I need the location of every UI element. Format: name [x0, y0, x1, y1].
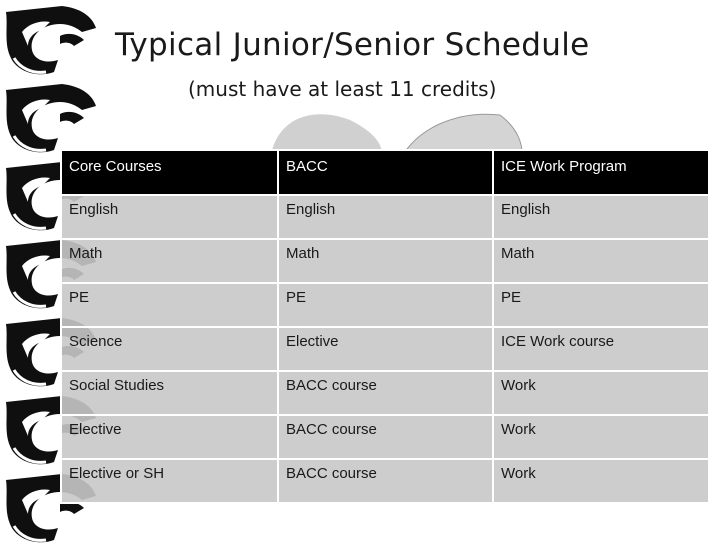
table-row	[61, 459, 709, 503]
table-cell: ICE Work course	[493, 327, 709, 371]
header-core-courses: Core Courses	[61, 150, 278, 195]
table-cell: Work	[493, 415, 709, 459]
table-row	[61, 371, 709, 415]
table-cell: Elective	[61, 415, 278, 459]
table-cell: PE	[493, 283, 709, 327]
table-row	[61, 195, 709, 239]
table-cell: BACC course	[278, 415, 493, 459]
table-cell: Elective or SH	[61, 459, 278, 503]
table-cell: Math	[493, 239, 709, 283]
table-cell: English	[278, 195, 493, 239]
table-row	[61, 283, 709, 327]
table-cell: English	[61, 195, 278, 239]
table-cell: Math	[278, 239, 493, 283]
wildcat-logo-icon	[2, 80, 98, 160]
table-cell: Elective	[278, 327, 493, 371]
wildcat-logo-icon	[2, 2, 98, 82]
table-cell: PE	[61, 283, 278, 327]
table-cell: English	[493, 195, 709, 239]
page-subtitle: (must have at least 11 credits)	[188, 77, 497, 101]
table-cell: Math	[61, 239, 278, 283]
table-cell: PE	[278, 283, 493, 327]
table-cell: Work	[493, 371, 709, 415]
table-row	[61, 327, 709, 371]
header-bacc: BACC	[278, 150, 493, 195]
table-row	[61, 239, 709, 283]
table-cell: BACC course	[278, 371, 493, 415]
table-row	[61, 415, 709, 459]
table-header-row	[61, 150, 709, 195]
header-ice-work-program: ICE Work Program	[493, 150, 709, 195]
table-cell: Social Studies	[61, 371, 278, 415]
schedule-table	[60, 149, 710, 504]
table-cell: BACC course	[278, 459, 493, 503]
page-title: Typical Junior/Senior Schedule	[115, 27, 590, 63]
table-cell: Work	[493, 459, 709, 503]
table-cell: Science	[61, 327, 278, 371]
